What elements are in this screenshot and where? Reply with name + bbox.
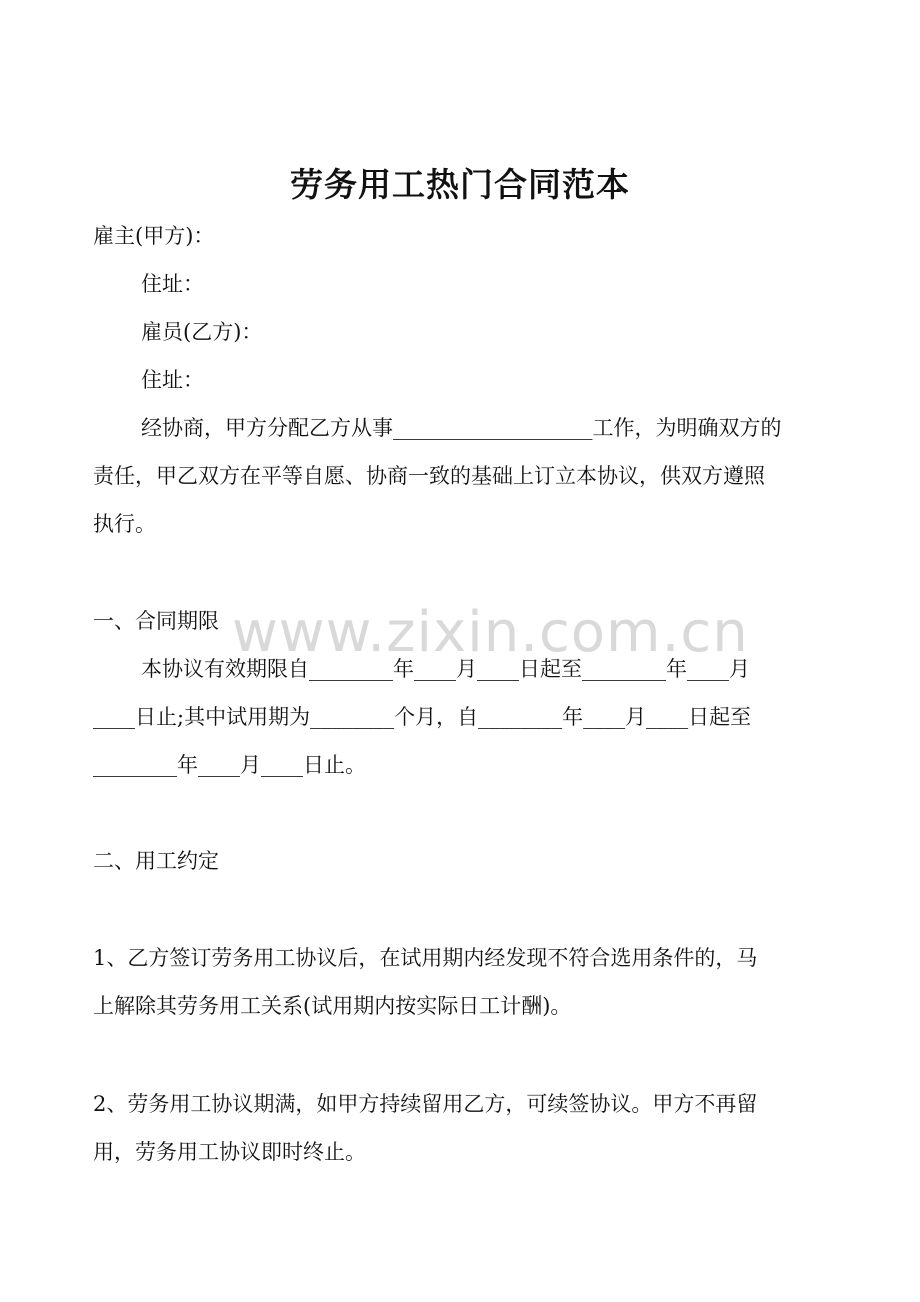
site-watermark: www.zixin.com.cn [232,600,749,665]
section-heading-term: 一、合同期限 [93,609,219,633]
clause-2-line-2: 用，劳务用工协议即时终止。 [93,1140,366,1164]
employee-line: 雇员(乙方)： [141,320,263,344]
intro-paragraph-line-3: 执行。 [93,512,156,536]
section-heading-employment: 二、用工约定 [93,849,219,873]
employer-address-line: 住址： [141,272,204,296]
term-paragraph-line-2: ____日止;其中试用期为________个月，自________年____月____日起至 [93,705,752,729]
clause-1-line-1: 1、乙方签订劳务用工协议后，在试用期内经发现不符合选用条件的，马 [93,946,758,970]
term-paragraph-line-1: 本协议有效期限自________年____月____日起至________年____月 [141,657,750,681]
employer-line: 雇主(甲方)： [93,224,215,248]
employee-address-line: 住址： [141,368,204,392]
clause-2-line-1: 2、劳务用工协议期满，如甲方持续留用乙方，可续签协议。甲方不再留 [93,1092,758,1116]
document-title: 劳务用工热门合同范本 [290,165,630,204]
intro-paragraph-line-2: 责任，甲乙双方在平等自愿、协商一致的基础上订立本协议，供双方遵照 [93,464,765,488]
clause-1-line-2: 上解除其劳务用工关系(试用期内按实际日工计酬)。 [93,994,572,1018]
term-paragraph-line-3: ________年____月____日止。 [93,753,366,777]
intro-paragraph-line-1: 经协商，甲方分配乙方从事___________________工作，为明确双方的 [141,416,782,440]
